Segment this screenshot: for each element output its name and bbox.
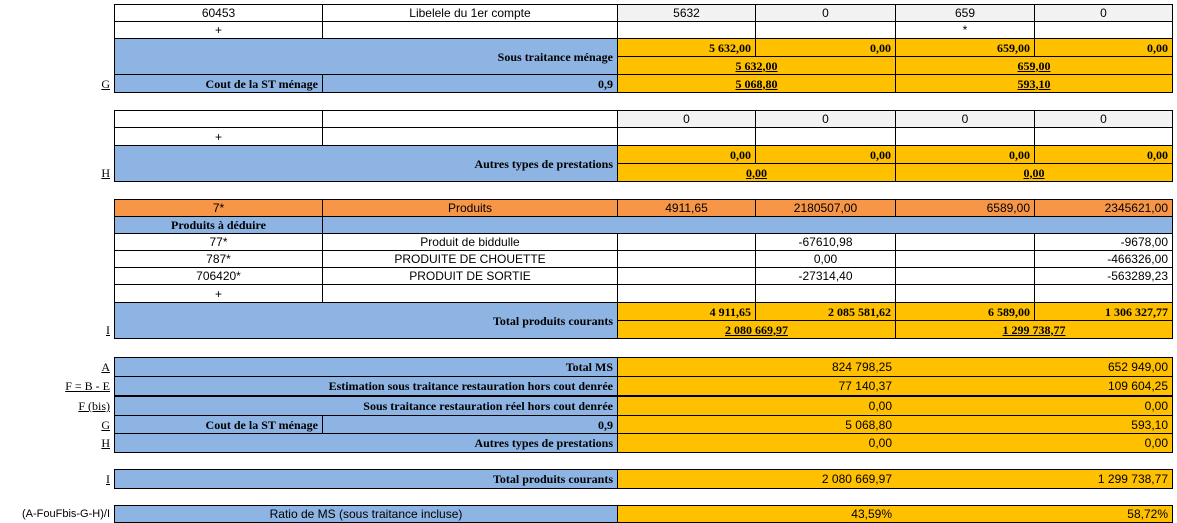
account-cell[interactable]: 60453: [114, 4, 323, 22]
summary-total-value: 2 080 669,97: [617, 469, 896, 489]
summary-value: 5 068,80: [617, 415, 896, 434]
deduct-label-cell[interactable]: PRODUITE DE CHOUETTE: [322, 250, 618, 268]
empty-cell[interactable]: [617, 233, 756, 251]
total-value: 1 299 738,77: [895, 320, 1173, 339]
subtotal-value: 1 306 327,77: [1034, 302, 1173, 321]
empty-cell[interactable]: [755, 284, 896, 303]
subtotal-label: Total produits courants: [114, 302, 618, 339]
subtotal-value: 0,00: [895, 145, 1035, 164]
empty-cell[interactable]: [895, 284, 1035, 303]
row-letter: I: [106, 472, 110, 486]
ratio-formula: (A-FouFbis-G-H)/I: [22, 508, 110, 520]
summary-value: 0,00: [617, 396, 896, 416]
total-value: 0,00: [617, 163, 896, 182]
value-cell[interactable]: 0: [1034, 4, 1173, 22]
subtotal-value: 5 632,00: [617, 38, 756, 57]
cost-value: 593,10: [895, 74, 1173, 93]
subtotal-value: 659,00: [895, 38, 1035, 57]
value-cell[interactable]: 0: [617, 110, 756, 128]
value-cell[interactable]: 0: [755, 4, 896, 22]
value-cell[interactable]: 0: [895, 110, 1035, 128]
deduct-value[interactable]: -466326,00: [1034, 250, 1173, 268]
deduct-account-cell[interactable]: 77*: [114, 233, 323, 251]
total-value: 0,00: [895, 163, 1173, 182]
products-value[interactable]: 2180507,00: [755, 199, 896, 217]
summary-value: 593,10: [895, 415, 1173, 434]
summary-total-value: 1 299 738,77: [895, 469, 1173, 489]
summary-value: 0,00: [895, 433, 1173, 453]
summary-value: 0,00: [617, 433, 896, 453]
summary-label: Sous traitance restauration réel hors cout denrée: [114, 396, 618, 416]
empty-cell[interactable]: [1034, 127, 1173, 146]
deduct-label-cell[interactable]: PRODUIT DE SORTIE: [322, 267, 618, 285]
empty-cell[interactable]: [1034, 21, 1173, 39]
add-row-cell[interactable]: +: [114, 284, 323, 303]
ratio-value: 43,59%: [617, 505, 896, 523]
empty-cell[interactable]: [895, 127, 1035, 146]
empty-cell[interactable]: [322, 110, 618, 128]
deduct-header-fill: [322, 216, 1173, 234]
deduct-value[interactable]: -9678,00: [1034, 233, 1173, 251]
ratio-label: Ratio de MS (sous traitance incluse): [114, 505, 618, 523]
summary-label: Total MS: [114, 357, 618, 377]
add-row-cell[interactable]: +: [114, 127, 323, 146]
subtotal-label: Sous traitance ménage: [114, 38, 618, 75]
empty-cell[interactable]: [322, 284, 618, 303]
value-cell[interactable]: 0: [755, 110, 896, 128]
summary-value: 109 604,25: [895, 376, 1173, 396]
empty-cell[interactable]: [895, 250, 1035, 268]
ratio-value: 58,72%: [895, 505, 1173, 523]
empty-cell[interactable]: [755, 127, 896, 146]
empty-cell[interactable]: [617, 127, 756, 146]
deduct-value[interactable]: -27314,40: [755, 267, 896, 285]
row-letter: A: [101, 360, 110, 374]
summary-label: Estimation sous traitance restauration hors cout denrée: [114, 376, 618, 396]
coefficient-cell: 0,9: [322, 415, 618, 434]
products-account-cell[interactable]: 7*: [114, 199, 323, 217]
summary-label: Cout de la ST ménage: [114, 415, 323, 434]
subtotal-value: 0,00: [755, 38, 896, 57]
subtotal-value: 6 589,00: [895, 302, 1035, 321]
deduct-account-cell[interactable]: 706420*: [114, 267, 323, 285]
subtotal-label: Autres types de prestations: [114, 145, 618, 182]
products-value[interactable]: 6589,00: [895, 199, 1035, 217]
cost-label: Cout de la ST ménage: [114, 74, 323, 93]
subtotal-value: 2 085 581,62: [755, 302, 896, 321]
deduct-label-cell[interactable]: Produit de biddulle: [322, 233, 618, 251]
empty-cell[interactable]: [895, 267, 1035, 285]
subtotal-value: 0,00: [1034, 38, 1173, 57]
empty-cell[interactable]: [322, 127, 618, 146]
total-value: 659,00: [895, 56, 1173, 75]
deduct-value[interactable]: -67610,98: [755, 233, 896, 251]
subtotal-value: 0,00: [755, 145, 896, 164]
deduct-value[interactable]: 0,00: [755, 250, 896, 268]
total-value: 2 080 669,97: [617, 320, 896, 339]
summary-value: 77 140,37: [617, 376, 896, 396]
empty-cell[interactable]: [755, 21, 896, 39]
cost-value: 5 068,80: [617, 74, 896, 93]
empty-cell[interactable]: [895, 233, 1035, 251]
subtotal-value: 0,00: [1034, 145, 1173, 164]
empty-cell[interactable]: [617, 21, 756, 39]
subtotal-value: 4 911,65: [617, 302, 756, 321]
value-cell[interactable]: 0: [1034, 110, 1173, 128]
account-label-cell[interactable]: Libelele du 1er compte: [322, 4, 618, 22]
products-value[interactable]: 4911,65: [617, 199, 756, 217]
row-letter: H: [101, 166, 110, 180]
summary-value: 652 949,00: [895, 357, 1173, 377]
row-letter: F = B - E: [65, 379, 110, 393]
coefficient-cell[interactable]: 0,9: [322, 74, 618, 93]
empty-cell[interactable]: [617, 250, 756, 268]
products-label-cell[interactable]: Produits: [322, 199, 618, 217]
subtotal-value: 0,00: [617, 145, 756, 164]
deduct-header: Produits à déduire: [114, 216, 323, 234]
add-row-cell[interactable]: +: [114, 21, 323, 39]
summary-value: 824 798,25: [617, 357, 896, 377]
row-letter: H: [101, 436, 110, 450]
row-letter: G: [101, 418, 110, 432]
empty-cell[interactable]: [114, 110, 323, 128]
deduct-value[interactable]: -563289,23: [1034, 267, 1173, 285]
row-letter: F (bis): [78, 399, 110, 413]
deduct-account-cell[interactable]: 787*: [114, 250, 323, 268]
total-value: 5 632,00: [617, 56, 896, 75]
add-row-cell[interactable]: *: [895, 21, 1035, 39]
empty-cell[interactable]: [322, 21, 618, 39]
empty-cell[interactable]: [617, 284, 756, 303]
value-cell[interactable]: 659: [895, 4, 1035, 22]
summary-value: 0,00: [895, 396, 1173, 416]
row-letter: I: [106, 323, 110, 337]
summary-label: Autres types de prestations: [114, 433, 618, 453]
empty-cell[interactable]: [1034, 284, 1173, 303]
row-letter: G: [101, 77, 110, 91]
empty-cell[interactable]: [617, 267, 756, 285]
summary-total-label: Total produits courants: [114, 469, 618, 489]
products-value[interactable]: 2345621,00: [1034, 199, 1173, 217]
value-cell[interactable]: 5632: [617, 4, 756, 22]
